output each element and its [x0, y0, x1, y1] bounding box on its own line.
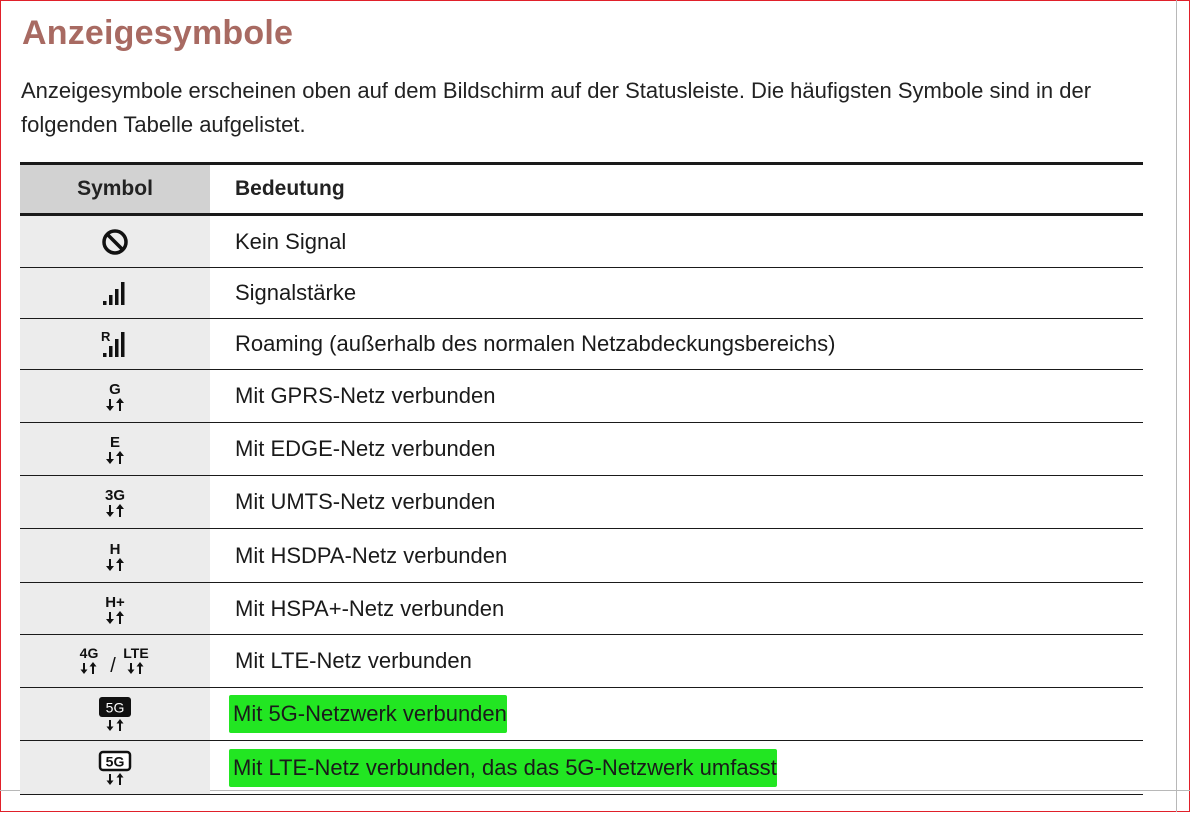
hspa-plus-icon: [98, 591, 132, 627]
table-row: [20, 216, 1143, 268]
table-row: [20, 529, 1143, 583]
5g-filled-label: 5G: [105, 699, 125, 716]
symbol-cell: [20, 476, 210, 528]
meaning-cell: Signalstärke: [235, 280, 357, 305]
edge-label: E: [109, 434, 121, 451]
no-signal-icon: [101, 228, 129, 256]
header-symbol: Symbol: [20, 165, 210, 213]
table-row: [20, 370, 1143, 423]
umts-label: 3G: [104, 487, 126, 504]
meaning-cell: Mit UMTS-Netz verbunden: [235, 489, 496, 514]
meaning-cell: Mit EDGE-Netz verbunden: [235, 436, 496, 461]
meaning-cell: [210, 741, 1143, 794]
5g-outlined-label: 5G: [105, 753, 125, 769]
table-row: [20, 635, 1143, 688]
meaning-cell: [210, 688, 1143, 740]
roaming-label: R: [101, 329, 111, 344]
indicator-icons-table: [20, 162, 1143, 795]
symbol-cell: [20, 635, 210, 687]
table-row: [20, 583, 1143, 635]
meaning-cell: Mit LTE-Netz verbunden: [235, 648, 472, 673]
symbol-cell: [20, 216, 210, 267]
intro-paragraph: Anzeigesymbole erscheinen oben auf dem Bildschirm auf der Statusleiste. Die häufigsten Symbole sind in der folgenden Tabelle aufgelistet.: [21, 78, 1092, 137]
highlighted-text: Mit 5G-Netzwerk verbunden: [229, 695, 507, 733]
meaning-cell: Mit GPRS-Netz verbunden: [235, 383, 496, 408]
gprs-icon: [98, 378, 132, 414]
roaming-icon: [99, 328, 131, 360]
symbol-cell: [20, 423, 210, 475]
gprs-label: G: [109, 381, 121, 398]
right-margin: [1176, 0, 1187, 812]
table-row: [20, 741, 1143, 795]
signal-strength-icon: [101, 279, 129, 307]
meaning-cell: Mit HSDPA-Netz verbunden: [235, 542, 508, 568]
hspa-plus-label: H+: [105, 593, 125, 611]
header-meaning: Bedeutung: [235, 177, 345, 200]
5g-filled-icon: [95, 695, 135, 733]
symbol-cell: [20, 688, 210, 740]
table-row: [20, 319, 1143, 370]
highlighted-text: Mit LTE-Netz verbunden, das das 5G-Netzwerk umfasst: [229, 749, 777, 787]
symbol-cell: [20, 319, 210, 369]
symbol-cell: [20, 370, 210, 422]
table-header: [20, 165, 1143, 216]
lte-label: LTE: [123, 645, 149, 661]
symbol-cell: [20, 741, 210, 794]
lte-4g-label: 4G: [79, 645, 99, 661]
section-title: Anzeigesymbole: [22, 14, 294, 52]
table-row: [20, 688, 1143, 741]
umts-icon: [98, 484, 132, 520]
edge-icon: [98, 431, 132, 467]
meaning-cell: Kein Signal: [235, 228, 347, 254]
table-row: [20, 476, 1143, 529]
symbol-cell: [20, 268, 210, 318]
lte-icon: [75, 643, 155, 679]
symbol-cell: [20, 583, 210, 634]
5g-outlined-icon: [95, 749, 135, 787]
table-row: [20, 423, 1143, 476]
hsdpa-icon: [98, 538, 132, 574]
hsdpa-label: H: [109, 540, 121, 558]
lte-separator: /: [110, 655, 116, 677]
table-row: [20, 268, 1143, 319]
symbol-cell: [20, 529, 210, 582]
meaning-cell: Roaming (außerhalb des normalen Netzabdeckungsbereichs): [235, 331, 836, 356]
meaning-cell: Mit HSPA+-Netz verbunden: [235, 595, 505, 621]
